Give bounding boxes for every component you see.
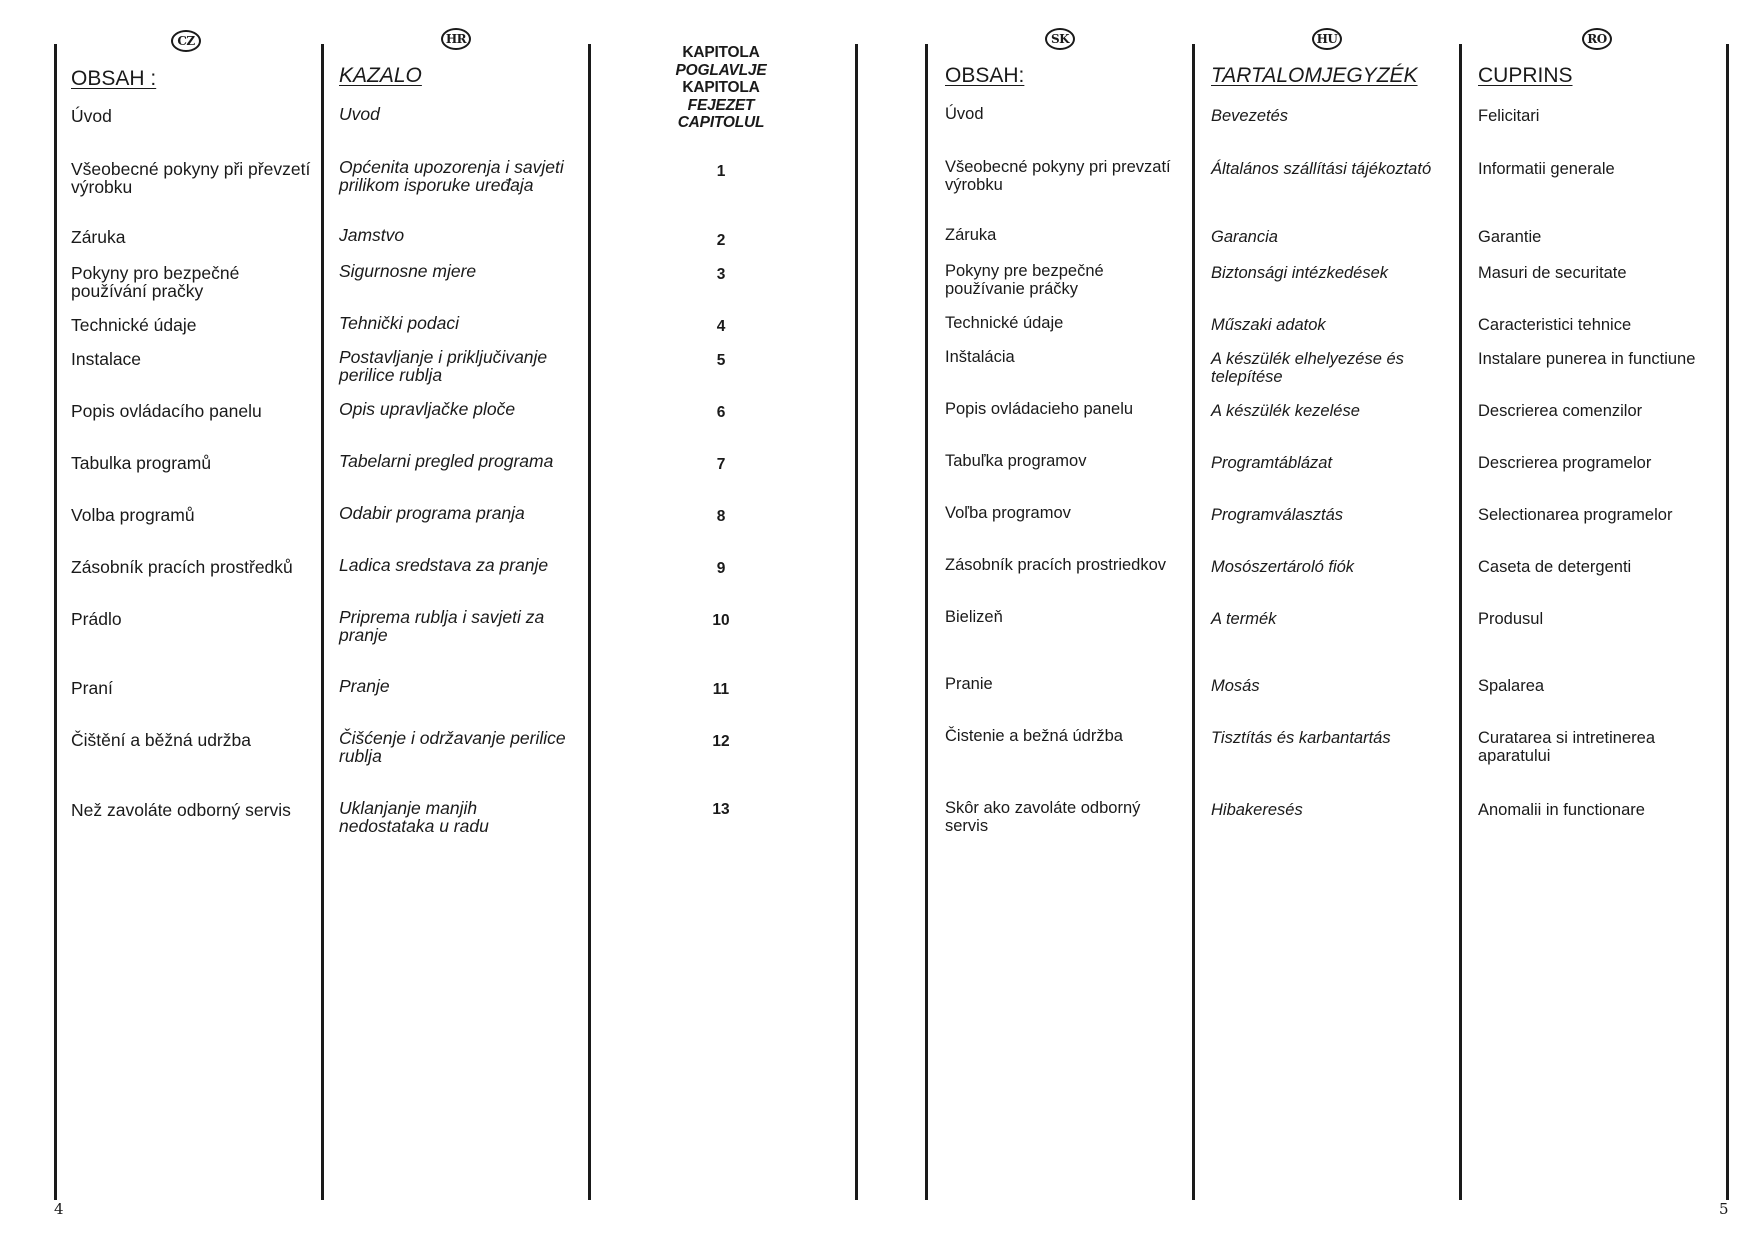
chapter-number: 13	[712, 801, 730, 818]
chapter-header-line: FEJEZET	[687, 96, 755, 114]
toc-entry-sk: Skôr ako zavoláte odborný servis	[945, 799, 1141, 835]
page-number-left: 4	[54, 1200, 64, 1218]
column-rule	[855, 44, 858, 1200]
toc-entry-cz: Všeobecné pokyny při převzetí výrobku	[71, 159, 311, 197]
language-badge-sk: SK	[1045, 28, 1075, 50]
toc-entry-sk: Tabuľka programov	[945, 452, 1087, 470]
toc-entry-hr: Tehnički podaci	[339, 313, 459, 333]
chapter-number: 5	[716, 352, 726, 369]
toc-entry-hu: Biztonsági intézkedések	[1211, 264, 1389, 282]
toc-entry-ro: Selectionarea programelor	[1478, 506, 1673, 524]
chapter-number: 7	[716, 456, 726, 473]
column-rule	[1459, 44, 1462, 1200]
toc-entry-sk: Čistenie a bežná údržba	[945, 727, 1123, 745]
toc-entry-sk: Všeobecné pokyny pri prevzatí výrobku	[945, 158, 1171, 194]
toc-entry-sk: Inštalácia	[945, 348, 1015, 366]
chapter-header-line: KAPITOLA	[682, 44, 760, 61]
toc-entry-hr: Čišćenje i održavanje perilice rublja	[339, 728, 566, 766]
column-title-cz: OBSAH :	[71, 67, 157, 90]
toc-entry-ro: Curatarea si intretinerea aparatului	[1478, 729, 1656, 765]
chapter-number: 10	[712, 612, 730, 629]
toc-entry-cz: Prádlo	[71, 609, 122, 629]
toc-entry-hu: Hibakeresés	[1211, 801, 1303, 819]
language-badge-hu: HU	[1312, 28, 1342, 50]
toc-entry-hu: A készülék elhelyezése és telepítése	[1211, 350, 1404, 386]
toc-entry-hu: Bevezetés	[1211, 107, 1289, 125]
toc-entry-hr: Opis upravljačke ploče	[339, 399, 516, 419]
toc-entry-cz: Zásobník pracích prostředků	[71, 557, 293, 577]
toc-entry-hu: Garancia	[1211, 228, 1278, 246]
chapter-number: 12	[712, 733, 730, 750]
toc-entry-hr: Odabir programa pranja	[339, 503, 525, 523]
toc-entry-cz: Čištění a běžná udržba	[71, 730, 251, 750]
chapter-header-line: KAPITOLA	[682, 79, 760, 96]
toc-entry-sk: Zásobník pracích prostriedkov	[945, 556, 1167, 574]
chapter-number: 4	[716, 318, 726, 335]
chapter-number: 1	[716, 163, 726, 180]
toc-entry-hr: Uvod	[339, 104, 380, 124]
toc-entry-hu: Mosás	[1211, 677, 1260, 695]
toc-entry-sk: Bielizeň	[945, 608, 1003, 626]
toc-entry-hu: Mosószertároló fiók	[1211, 558, 1355, 576]
language-badge-ro: RO	[1582, 28, 1612, 50]
column-rule	[1726, 44, 1729, 1200]
toc-entry-ro: Instalare punerea in functiune	[1478, 350, 1696, 368]
toc-entry-cz: Popis ovládacího panelu	[71, 401, 262, 421]
toc-entry-hr: Tabelarni pregled programa	[339, 451, 554, 471]
column-rule	[925, 44, 928, 1200]
chapter-number: 8	[716, 508, 726, 525]
toc-entry-cz: Tabulka programů	[71, 453, 212, 473]
language-badge-hr: HR	[441, 28, 471, 50]
toc-entry-sk: Voľba programov	[945, 504, 1071, 522]
toc-entry-hu: Műszaki adatok	[1211, 316, 1326, 334]
toc-entry-sk: Záruka	[945, 226, 997, 244]
toc-entry-ro: Produsul	[1478, 610, 1544, 628]
toc-entry-ro: Caracteristici tehnice	[1478, 316, 1632, 334]
toc-entry-hu: Programtáblázat	[1211, 454, 1333, 472]
toc-entry-ro: Descrierea comenzilor	[1478, 402, 1643, 420]
toc-entry-sk: Technické údaje	[945, 314, 1064, 332]
toc-entry-cz: Než zavoláte odborný servis	[71, 800, 291, 820]
toc-entry-hu: Programválasztás	[1211, 506, 1344, 524]
toc-entry-ro: Caseta de detergenti	[1478, 558, 1632, 576]
column-rule	[54, 44, 57, 1200]
chapter-number: 11	[712, 681, 730, 698]
toc-entry-ro: Spalarea	[1478, 677, 1545, 695]
toc-entry-hr: Ladica sredstava za pranje	[339, 555, 549, 575]
toc-entry-ro: Felicitari	[1478, 107, 1540, 125]
chapter-number: 9	[716, 560, 726, 577]
toc-entry-hr: Uklanjanje manjih nedostataka u radu	[339, 798, 489, 836]
toc-entry-hr: Jamstvo	[339, 225, 405, 245]
toc-entry-sk: Pranie	[945, 675, 993, 693]
chapter-header-line: POGLAVLJE	[675, 61, 767, 79]
toc-entry-cz: Úvod	[71, 106, 112, 126]
toc-entry-cz: Volba programů	[71, 505, 195, 525]
language-badge-cz: CZ	[171, 30, 201, 52]
toc-entry-hr: Postavljanje i priključivanje perilice rublja	[339, 347, 548, 385]
toc-entry-ro: Garantie	[1478, 228, 1542, 246]
chapter-number: 6	[716, 404, 726, 421]
column-title-ro: CUPRINS	[1478, 64, 1573, 87]
toc-entry-sk: Popis ovládacieho panelu	[945, 400, 1134, 418]
toc-entry-hu: A termék	[1211, 610, 1277, 628]
toc-entry-cz: Pokyny pro bezpečné používání pračky	[71, 263, 240, 301]
toc-entry-cz: Technické údaje	[71, 315, 197, 335]
toc-entry-hu: Általános szállítási tájékoztató	[1211, 160, 1432, 178]
chapter-header-line: CAPITOLUL	[677, 114, 765, 131]
toc-entry-hr: Pranje	[339, 676, 390, 696]
page-number-right: 5	[1719, 1200, 1729, 1218]
toc-entry-ro: Masuri de securitate	[1478, 264, 1627, 282]
column-title-hr: KAZALO	[339, 64, 422, 87]
toc-entry-cz: Záruka	[71, 227, 126, 247]
column-rule	[321, 44, 324, 1200]
toc-entry-hr: Općenita upozorenja i savjeti prilikom isporuke uređaja	[339, 157, 564, 195]
chapter-header	[650, 44, 792, 132]
toc-entry-cz: Instalace	[71, 349, 142, 369]
chapter-number: 2	[716, 232, 726, 249]
chapter-number: 3	[716, 266, 726, 283]
column-rule	[1192, 44, 1195, 1200]
toc-entry-hu: A készülék kezelése	[1211, 402, 1360, 420]
toc-entry-ro: Descrierea programelor	[1478, 454, 1652, 472]
toc-entry-ro: Informatii generale	[1478, 160, 1615, 178]
toc-entry-cz: Praní	[71, 678, 113, 698]
toc-entry-hr: Sigurnosne mjere	[339, 261, 477, 281]
toc-entry-hu: Tisztítás és karbantartás	[1211, 729, 1391, 747]
toc-entry-sk: Pokyny pre bezpečné používanie práčky	[945, 262, 1104, 298]
toc-entry-sk: Úvod	[945, 105, 984, 123]
toc-entry-hr: Priprema rublja i savjeti za pranje	[339, 607, 545, 645]
column-title-sk: OBSAH:	[945, 64, 1025, 87]
column-title-hu: TARTALOMJEGYZÉK	[1211, 64, 1418, 87]
column-rule	[588, 44, 591, 1200]
toc-entry-ro: Anomalii in functionare	[1478, 801, 1645, 819]
